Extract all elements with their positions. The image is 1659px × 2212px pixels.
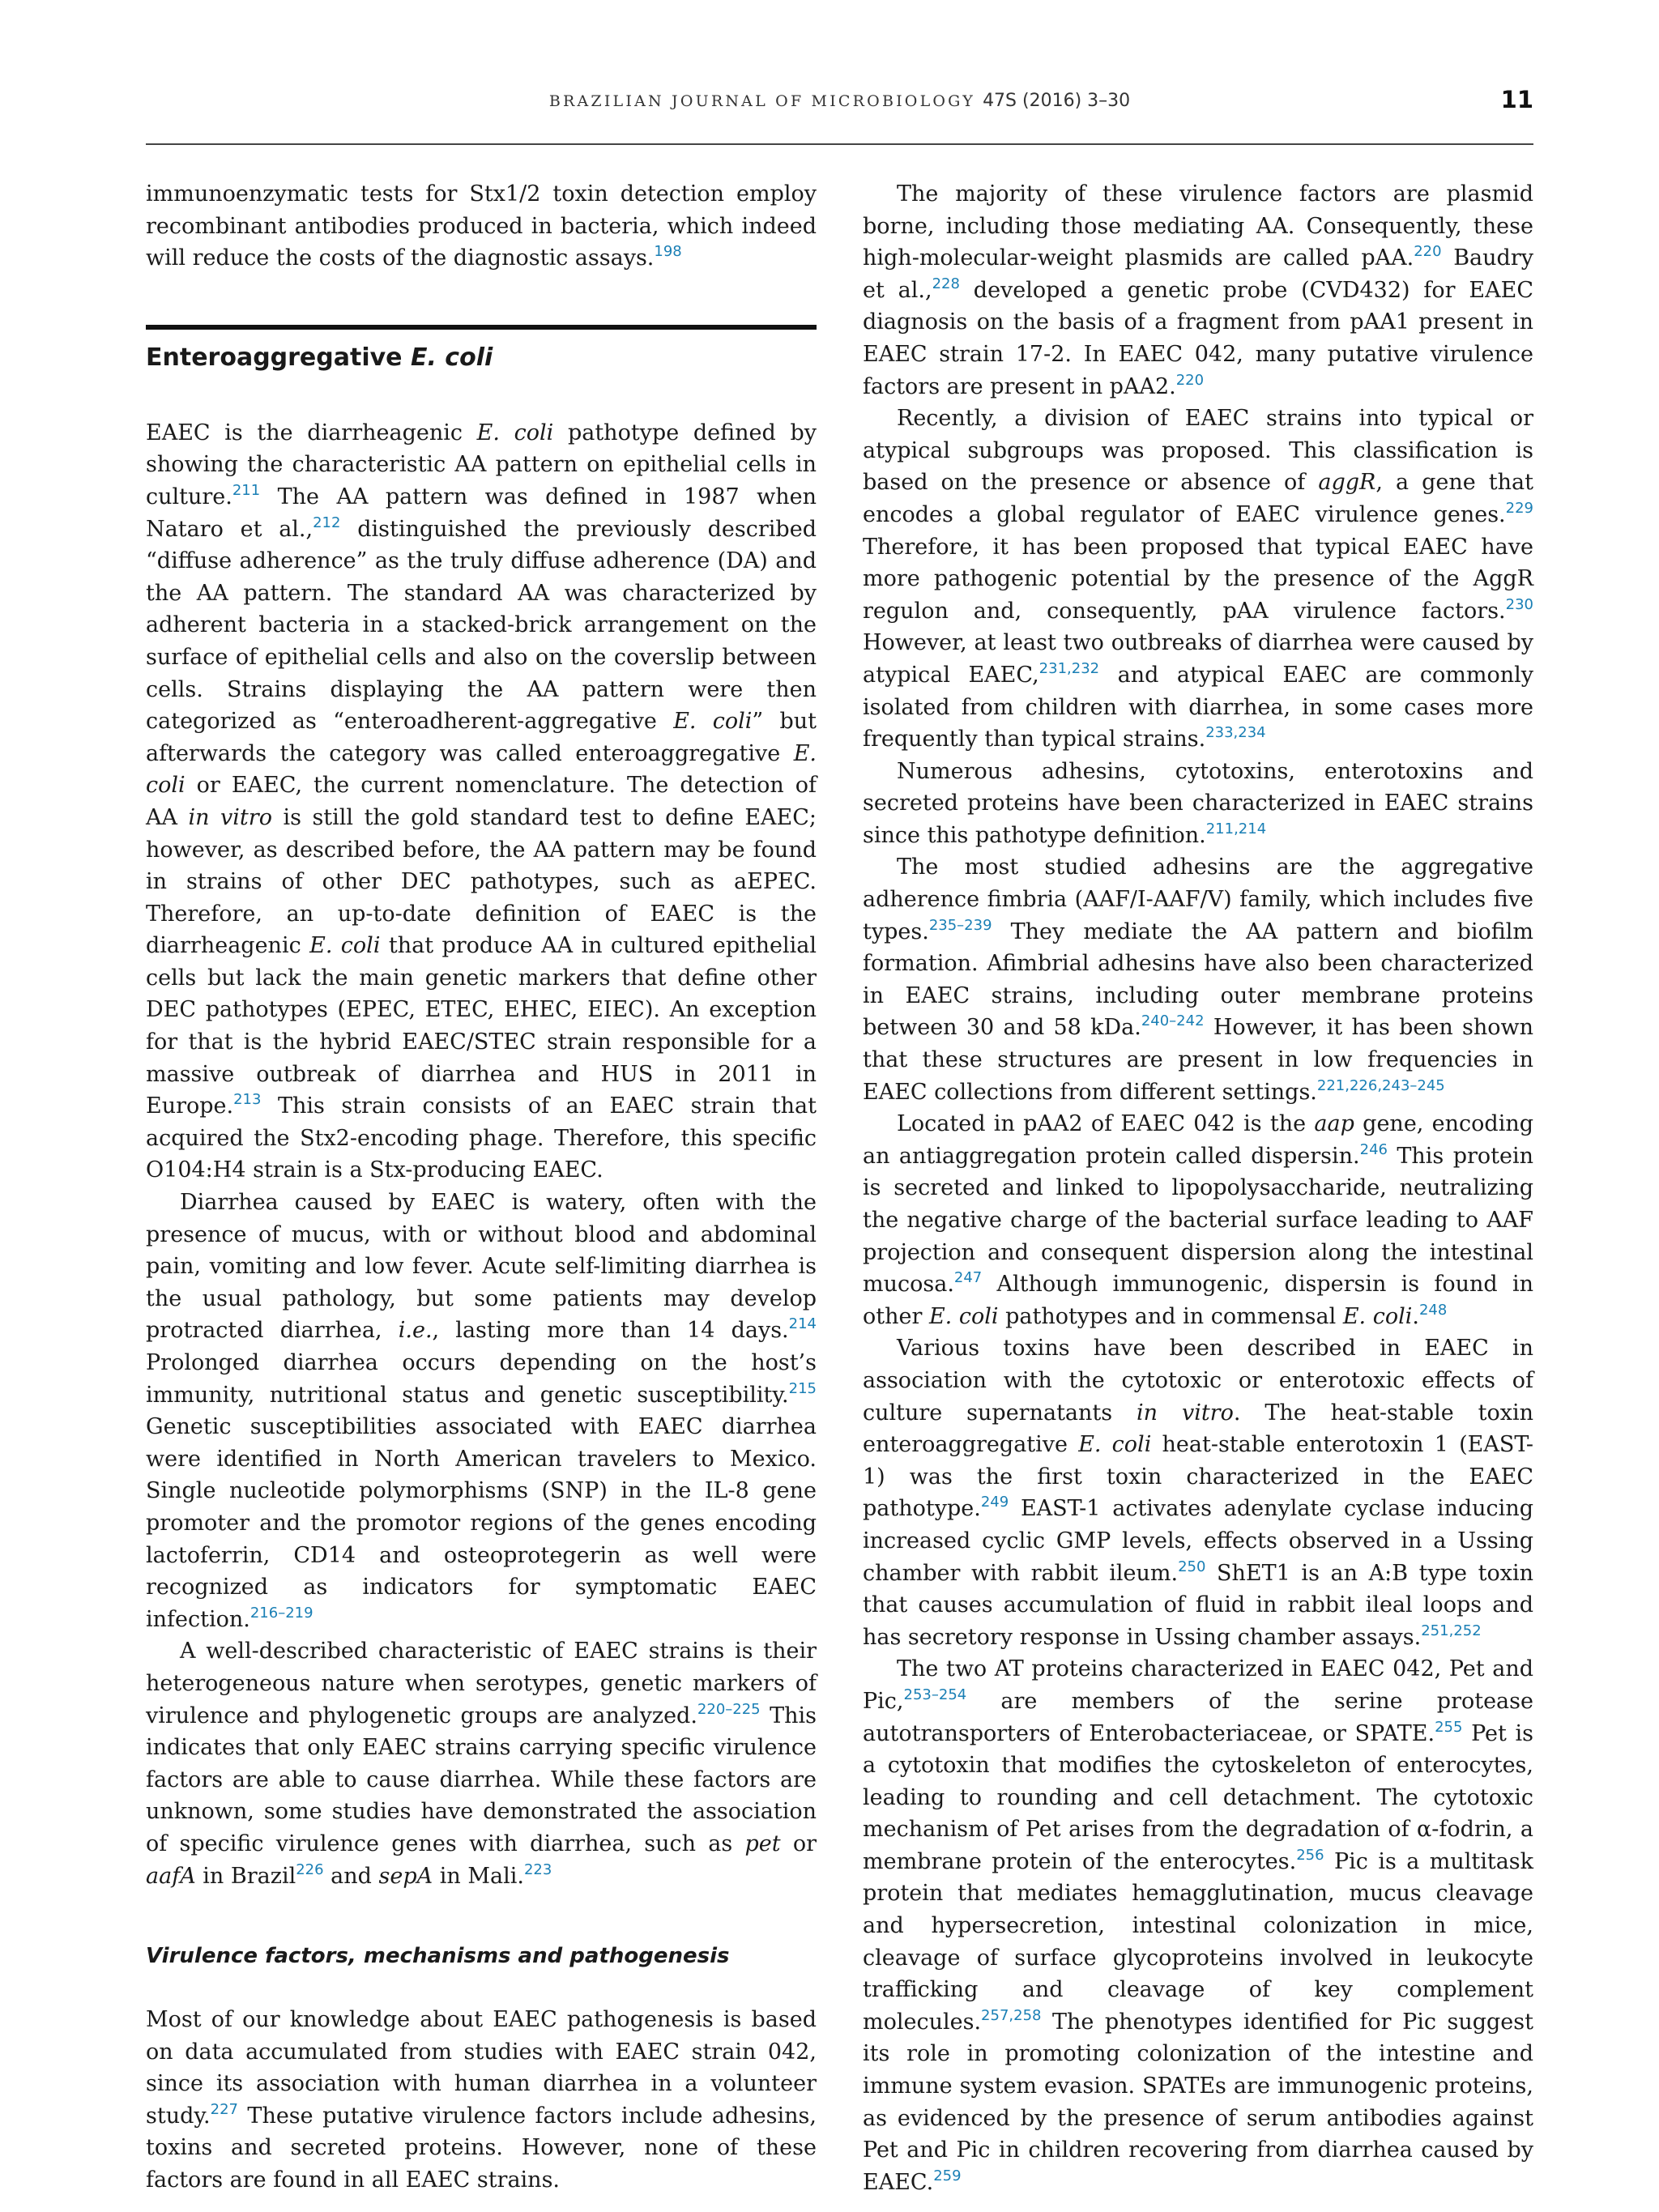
citation[interactable]: 212 <box>313 514 341 531</box>
paragraph: Located in pAA2 of EAEC 042 is the aap gene, encoding an antiaggregation protein called dispersin.$^{246}$ This protein is secreted and linked to lipopolysaccharide, neutralizing the negative charge of the bacterial surface leading to AAF projection and consequent dispersion along the intestinal mucosa.$^{247}$ Although immunogenic, dispersin is found in other E. coli pathotypes and in commensal E. coli.$^{248}$ <box>863 1111 1534 1329</box>
section-title: Enteroaggregative E. coli <box>146 343 493 372</box>
citation[interactable]: 250 <box>1178 1558 1206 1575</box>
citation[interactable]: 255 <box>1435 1718 1463 1736</box>
citation[interactable]: 226 <box>296 1860 324 1878</box>
paragraph: Numerous adhesins, cytotoxins, enterotoxins and secreted proteins have been characterized in EAEC strains since this pathotype definition.$^{211,214}$ <box>863 758 1533 848</box>
citation[interactable]: 233,234 <box>1205 724 1266 742</box>
citation[interactable]: 253–254 <box>903 1686 967 1703</box>
paragraph: The majority of these virulence factors are plasmid borne, including those mediating AA. Consequently, these high-molecular-weight plasmids are called pAA.$^{220}$ Baudry et al.,$^{228}$ developed a genetic probe (CVD432) for EAEC diagnosis on the basis of a fragment from pAA1 present in EAEC strain 17-2. In EAEC 042, many putative virulence factors are present in pAA2.$^{220}$ <box>863 181 1533 399</box>
citation[interactable]: 227 <box>210 2100 238 2118</box>
header-rule <box>146 143 1533 145</box>
paragraph: Various toxins have been described in EAEC in association with the cytotoxic or enterotoxic effects of culture supernatants in vitro. The heat-stable toxin enteroaggregative E. coli heat-stable enterotoxin 1 (EAST-1) was the first toxin characterized in the EAEC pathotype.$^{249}$ EAST-1 activates adenylate cyclase inducing increased cyclic GMP levels, effects observed in a Ussing chamber with rabbit ileum.$^{250}$ ShET1 is an A:B type toxin that causes accumulation of fluid in rabbit ileal loops and has secretory response in Ussing chamber assays.$^{251,252}$ <box>863 1336 1533 1650</box>
citation[interactable]: 214 <box>788 1315 817 1333</box>
citation[interactable]: 235–239 <box>928 916 992 934</box>
citation[interactable]: 211 <box>232 481 261 499</box>
citation[interactable]: 221,226,243–245 <box>1316 1076 1445 1094</box>
left-column <box>146 178 817 2197</box>
citation[interactable]: 223 <box>523 1860 552 1878</box>
citation[interactable]: 231,232 <box>1038 659 1100 677</box>
citation[interactable]: 213 <box>233 1091 262 1109</box>
citation[interactable]: 198 <box>654 243 682 261</box>
citation[interactable]: 220 <box>1414 243 1442 261</box>
right-column <box>863 178 1533 2198</box>
paragraph: Recently, a division of EAEC strains into typical or atypical subgroups was proposed. This classification is based on the presence or absence of aggR, a gene that encodes a global regulator of EAEC virulence genes.$^{229}$ Therefore, it has been proposed that typical EAEC have more pathogenic potential by the presence of the AggR regulon and, consequently, pAA virulence factors.$^{230}$ However, at least two outbreaks of diarrhea were caused by atypical EAEC,$^{231,232}$ and atypical EAEC are commonly isolated from children with diarrhea, in some cases more frequently than typical strains.$^{233,234}$ <box>863 406 1533 752</box>
running-head <box>146 86 1533 123</box>
journal-name: BRAZILIAN JOURNAL OF MICROBIOLOGY <box>548 92 975 110</box>
paragraph: EAEC is the diarrheagenic E. coli pathotype defined by showing the characteristic AA pattern on epithelial cells in culture.$^{211}$ The AA pattern was defined in 1987 when Nataro et al.,$^{212}$ distinguished the previously described “diffuse adherence” as the truly diffuse adherence (DA) and the AA pattern. The standard AA was characterized by adherent bacteria in a stacked-brick arrangement on the surface of epithelial cells and also on the coverslip between cells. Strains displaying the AA pattern were then categorized as “enteroadherent-aggregative E. coli” but afterwards the category was called enteroaggregative E. coli or EAEC, the current nomenclature. The detection of AA in vitro is still the gold standard test to define EAEC; however, as described before, the AA pattern may be found in strains of other DEC pathotypes, such as aEPEC. Therefore, an up-to-date definition of EAEC is the diarrheagenic E. coli that produce AA in cultured epithelial cells but lack the main genetic markers that define other DEC pathotypes (EPEC, ETEC, EHEC, EIEC). An exception for that is the hybrid EAEC/STEC strain responsible for a massive outbreak of diarrhea and HUS in 2011 in Europe.$^{213}$ This strain consists of an EAEC strain that acquired the Stx2-encoding phage. Therefore, this specific O104:H4 strain is a Stx-producing EAEC. <box>146 420 817 1183</box>
paragraph: immunoenzymatic tests for Stx1/2 toxin detection employ recombinant antibodies produced in bacteria, which indeed will reduce the costs of the diagnostic assays.$^{198}$ <box>146 181 817 271</box>
journal-volume: 47S (2016) 3–30 <box>983 91 1131 111</box>
paragraph: The two AT proteins characterized in EAEC 042, Pet and Pic,$^{253-254}$ are members of the serine protease autotransporters of Enterobacteriaceae, or SPATE.$^{255}$ Pet is a cytotoxin that modifies the cytoskeleton of enterocytes, leading to rounding and cell detachment. The cytotoxic mechanism of Pet arises from the degradation of α-fodrin, a membrane protein of the enterocytes.$^{256}$ Pic is a multitask protein that mediates hemagglutination, mucus cleavage and hypersecretion, intestinal colonization in mice, cleavage of surface glycoproteins involved in leukocyte trafficking and cleavage of key complement molecules.$^{257,258}$ The phenotypes identified for Pic suggest its role in promoting colonization of the intestine and immune system evasion. SPATEs are immunogenic proteins, as evidenced by the presence of serum antibodies against Pet and Pic in children recovering from diarrhea caused by EAEC.$^{259}$ <box>863 1656 1534 2195</box>
citation[interactable]: 247 <box>953 1269 983 1287</box>
citation[interactable]: 228 <box>932 275 960 292</box>
citation[interactable]: 229 <box>1505 499 1533 517</box>
citation[interactable]: 249 <box>980 1494 1009 1511</box>
citation[interactable]: 240–242 <box>1141 1012 1205 1030</box>
section-rule <box>146 325 817 330</box>
citation[interactable]: 211,214 <box>1205 820 1267 837</box>
citation[interactable]: 230 <box>1505 595 1533 613</box>
citation[interactable]: 220–225 <box>697 1700 761 1718</box>
paragraph: Diarrhea caused by EAEC is watery, often with the presence of mucus, with or without blood and abdominal pain, vomiting and low fever. Acute self-limiting diarrhea is the usual pathology, but some patients may develop protracted diarrhea, i.e., lasting more than 14 days.$^{214}$ Prolonged diarrhea occurs depending on the host’s immunity, nutritional status and genetic susceptibility.$^{215}$ Genetic susceptibilities associated with EAEC diarrhea were identified in North American travelers to Mexico. Single nucleotide polymorphisms (SNP) in the IL-8 gene promoter and the promotor regions of the genes encoding lactoferrin, CD14 and osteoprotegerin as well were recognized as indicators for symptomatic EAEC infection.$^{216-219}$ <box>146 1190 817 1632</box>
paragraph: The most studied adhesins are the aggregative adherence fimbria (AAF/I-AAF/V) family, which includes five types.$^{235-239}$ They mediate the AA pattern and biofilm formation. Afimbrial adhesins have also been characterized in EAEC strains, including outer membrane proteins between 30 and 58 kDa.$^{240-242}$ However, it has been shown that these structures are present in low frequencies in EAEC collections from different settings.$^{221,226,243-245}$ <box>863 855 1533 1105</box>
citation[interactable]: 215 <box>788 1379 817 1397</box>
citation[interactable]: 246 <box>1359 1140 1388 1158</box>
paragraph: A well-described characteristic of EAEC strains is their heterogeneous nature when serotypes, genetic markers of virulence and phylogenetic groups are analyzed.$^{220-225}$ This indicates that only EAEC strains carrying specific virulence factors are able to cause diarrhea. While these factors are unknown, some studies have demonstrated the association of specific virulence genes with diarrhea, such as pet or aafA in Brazil$^{226}$ and sepA in Mali.$^{223}$ <box>146 1639 817 1889</box>
citation[interactable]: 256 <box>1296 1846 1324 1864</box>
paragraph: Most of our knowledge about EAEC pathogenesis is based on data accumulated from studies with EAEC strain 042, since its association with human diarrhea in a volunteer study.$^{227}$ These putative virulence factors include adhesins, toxins and secreted proteins. However, none of these factors are found in all EAEC strains. <box>146 2007 817 2193</box>
citation[interactable]: 257,258 <box>981 2006 1042 2024</box>
page-number: 11 <box>1500 86 1533 113</box>
citation[interactable]: 259 <box>933 2167 962 2184</box>
citation[interactable]: 216–219 <box>249 1604 313 1622</box>
citation[interactable]: 248 <box>1418 1301 1448 1319</box>
citation[interactable]: 220 <box>1175 371 1205 389</box>
citation[interactable]: 251,252 <box>1421 1622 1482 1639</box>
subsection-title: Virulence factors, mechanisms and pathogenesis <box>146 1944 730 1969</box>
